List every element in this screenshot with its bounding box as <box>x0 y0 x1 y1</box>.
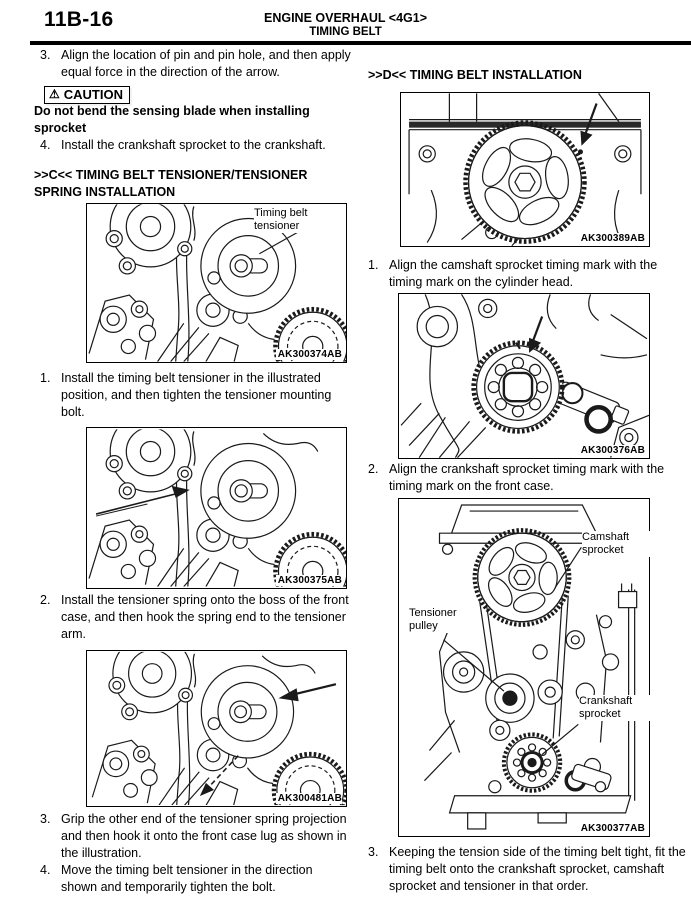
callout-tensioner-pulley: Tensioner pulley <box>409 607 479 633</box>
figure-code: AK300376AB <box>580 445 645 456</box>
section-d-heading: >>D<< TIMING BELT INSTALLATION <box>368 68 582 82</box>
step-text: Grip the other end of the tensioner spring projection and then hook it onto the front case lug as shown in the illustration. <box>61 812 347 860</box>
step-text: Install the tensioner spring onto the boss of the front case, and then hook the spring end to the tensioner arm. <box>61 593 349 641</box>
step-number: 1. <box>368 258 379 272</box>
figure-code: AK300481AB <box>277 793 342 804</box>
step-number: 2. <box>368 462 379 476</box>
step-3-pin-align <box>40 47 352 81</box>
figure-code: AK300389AB <box>580 233 645 244</box>
figure-timing-belt-tensioner <box>86 203 347 363</box>
caution-box <box>44 85 130 104</box>
header-rule <box>30 41 691 45</box>
crankshaft-sprocket-diagram <box>399 294 649 458</box>
page-title: ENGINE OVERHAUL <4G1> <box>263 11 427 25</box>
engine-front-diagram <box>87 428 346 588</box>
section-c-heading: >>C<< TIMING BELT TENSIONER/TENSIONER SPRING INSTALLATION <box>34 168 308 199</box>
step-text: Align the camshaft sprocket timing mark with the timing mark on the cylinder head. <box>389 258 658 289</box>
figure-timing-belt-routing <box>398 498 650 837</box>
step-4-install-sprocket <box>40 137 352 154</box>
figure-code: AK300375AB <box>277 575 342 586</box>
engine-front-diagram <box>87 651 346 806</box>
callout-timing-belt-tensioner: Timing belt tensioner <box>254 207 338 233</box>
step-c4 <box>40 862 352 896</box>
step-d3 <box>368 844 688 895</box>
step-number: 1. <box>40 371 51 385</box>
step-d1 <box>368 257 684 291</box>
figure-code: AK300374AB <box>277 349 342 360</box>
caution-text: Do not bend the sensing blade when installing sprocket <box>34 104 310 135</box>
figure-code: AK300377AB <box>580 823 645 834</box>
step-text: Align the crankshaft sprocket timing mark with the timing mark on the front case. <box>389 462 665 493</box>
step-number: 4. <box>40 863 51 877</box>
step-text: Keeping the tension side of the timing belt tight, fit the timing belt onto the crankshaft sprocket, camshaft sprocket and tensioner in that order. <box>389 845 686 893</box>
step-c2 <box>40 592 352 643</box>
step-number: 4. <box>40 138 51 152</box>
step-number: 2. <box>40 593 51 607</box>
step-text: Move the timing belt tensioner in the direction shown and temporarily tighten the bolt. <box>61 863 313 894</box>
step-text: Install the timing belt tensioner in the illustrated position, and then tighten the tensioner mounting bolt. <box>61 371 332 419</box>
callout-camshaft-sprocket: Camshaft sprocket <box>582 531 652 557</box>
step-number: 3. <box>40 812 51 826</box>
warning-icon: ⚠ <box>49 87 60 101</box>
figure-camshaft-sprocket-mark <box>400 92 650 247</box>
callout-crankshaft-sprocket: Crankshaft sprocket <box>579 695 657 721</box>
figure-tensioner-spring <box>86 427 347 589</box>
step-number: 3. <box>368 845 379 859</box>
step-c1 <box>40 370 352 421</box>
step-c3 <box>40 811 356 862</box>
page-number: 11B-16 <box>44 8 114 31</box>
step-text: Install the crankshaft sprocket to the crankshaft. <box>61 138 326 152</box>
figure-crankshaft-sprocket-mark <box>398 293 650 459</box>
page-subtitle: TIMING BELT <box>309 26 382 38</box>
camshaft-sprocket-diagram <box>401 93 649 246</box>
step-text: Align the location of pin and pin hole, and then apply equal force in the direction of the arrow. <box>61 48 351 79</box>
figure-move-tensioner <box>86 650 347 807</box>
caution-label: CAUTION <box>63 86 123 102</box>
step-d2 <box>368 461 684 495</box>
step-number: 3. <box>40 48 51 62</box>
